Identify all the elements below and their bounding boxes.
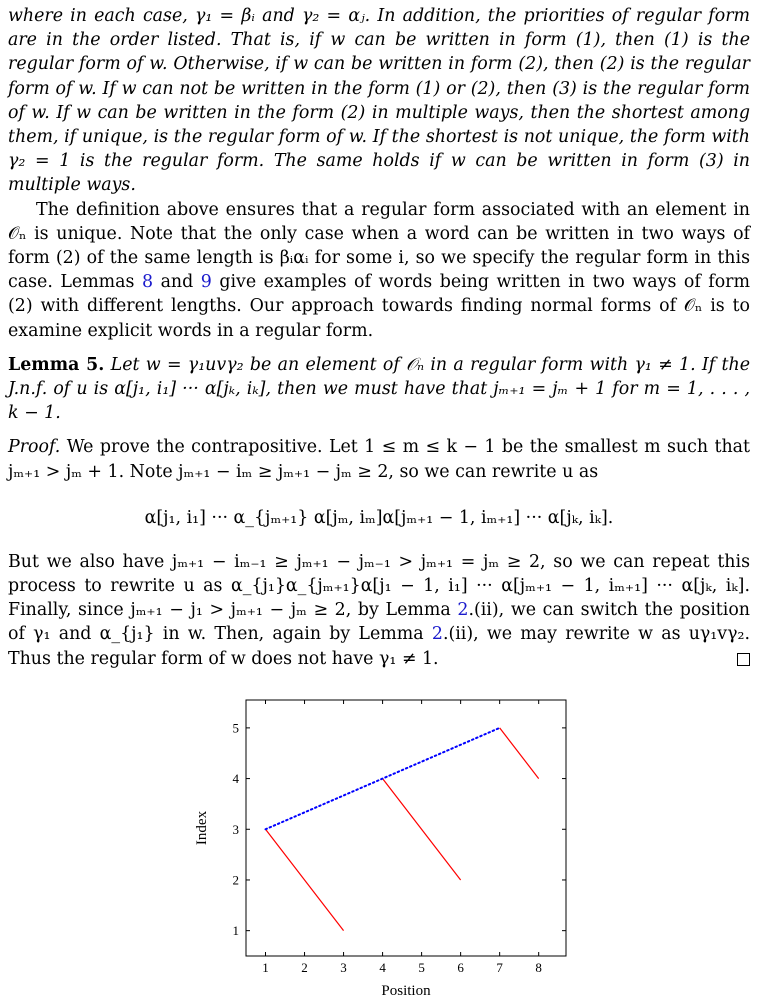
y-tick-label: 4	[232, 771, 239, 787]
lemma-label: Lemma 5.	[8, 354, 105, 375]
paragraph-text: and	[153, 272, 201, 293]
y-tick-label: 3	[232, 821, 239, 837]
x-tick-label: 8	[535, 960, 542, 975]
y-tick-label: 1	[232, 923, 239, 939]
paragraph-text: give examples of words being written in two ways of form (2) with different lengths. Our approach towards finding normal forms of 𝒪ₙ is to examine explicit words in a regular form.	[8, 272, 750, 341]
lemma-2-link[interactable]: 2	[457, 600, 469, 621]
red-series-1	[383, 779, 461, 880]
x-tick-label: 1	[262, 960, 269, 975]
x-axis-label: Position	[381, 983, 431, 999]
chart-area	[233, 700, 567, 975]
y-tick-label: 2	[232, 872, 239, 888]
lemma-8-link[interactable]: 8	[141, 272, 154, 293]
red-series-0	[266, 829, 344, 930]
lemma-9-link[interactable]: 9	[200, 272, 212, 293]
x-tick-label: 2	[301, 960, 308, 975]
lemma-statement: Let w = γ₁uvγ₂ be an element of 𝒪ₙ in a regular form with γ₁ ≠ 1. If the J.n.f. of u is α[j₁, i₁] ··· α[jₖ, iₖ], then we must have that jₘ₊₁ = jₘ + 1 for m = 1, . . . , k − 1.	[8, 354, 750, 424]
x-tick-label: 5	[418, 960, 425, 975]
x-tick-label: 6	[457, 960, 464, 975]
red-series-2	[500, 728, 539, 779]
proof-label: Proof.	[8, 437, 61, 458]
display-equation: α[j₁, i₁] ··· α_{jₘ₊₁} α[jₘ, iₘ]α[jₘ₊₁ − 1, iₘ₊₁] ··· α[jₖ, iₖ].	[144, 507, 614, 528]
paragraph-text: .(ii), we can switch the position of γ₁ and α_{j₁} in w. Then, again by Lemma	[8, 600, 750, 645]
definition-text: where in each case, γ₁ = βᵢ and γ₂ = αⱼ. In addition, the priorities of regular form are in the order listed. That is, if w can be written in form (1), then (1) is the regular form of w. Otherwise, if w can be written in form (2), then (2) is the regular form of w. If w can not be written in the form (1) or (2), then (3) is the regular form of w. If w can be written in the form (2) in multiple ways, then the shortest among them, if unique, is the regular form of w. If the shortest is not unique, the form with γ₂ = 1 is the regular form. The same holds if w can be written in form (3) in multiple ways.	[8, 6, 750, 196]
proof-text: We prove the contrapositive. Let 1 ≤ m ≤ k − 1 be the smallest m such that jₘ₊₁ > jₘ + 1. Note jₘ₊₁ − iₘ ≥ jₘ₊₁ − jₘ ≥ 2, so we can rewrite u as	[8, 437, 750, 482]
paragraph-text: But we also have jₘ₊₁ − iₘ₋₁ ≥ jₘ₊₁ − jₘ₋₁ > jₘ₊₁ = jₘ ≥ 2, so we can repeat this process to rewrite u as α_{j₁}α_{jₘ₊₁}α[j₁ − 1, i₁] ··· α[jₘ₊₁ − 1, iₘ₊₁] ··· α[jₖ, iₖ]. Finally, since jₘ₊₁ − j₁ > jₘ₊₁ − jₘ ≥ 2, by Lemma	[8, 551, 750, 621]
x-tick-label: 4	[379, 960, 386, 975]
dotted-blue-series-3	[266, 728, 500, 829]
paragraph-text: The definition above ensures that a regular form associated with an element in 𝒪ₙ is unique. Note that the only case when a word can be written in two ways of form (2) of the same length is βᵢαᵢ for some i, so we specify the regular form in this case. Lemmas	[8, 199, 750, 293]
y-axis-label: Index	[194, 810, 210, 846]
plot-frame	[246, 700, 566, 956]
paragraph-text: .(ii), we may rewrite w as uγ₁vγ₂. Thus the regular form of w does not have γ₁ ≠ 1.	[8, 624, 750, 669]
y-tick-label: 5	[232, 720, 239, 736]
x-tick-label: 7	[496, 960, 503, 975]
x-tick-label: 3	[340, 960, 347, 975]
lemma-2-link[interactable]: 2	[431, 624, 443, 645]
